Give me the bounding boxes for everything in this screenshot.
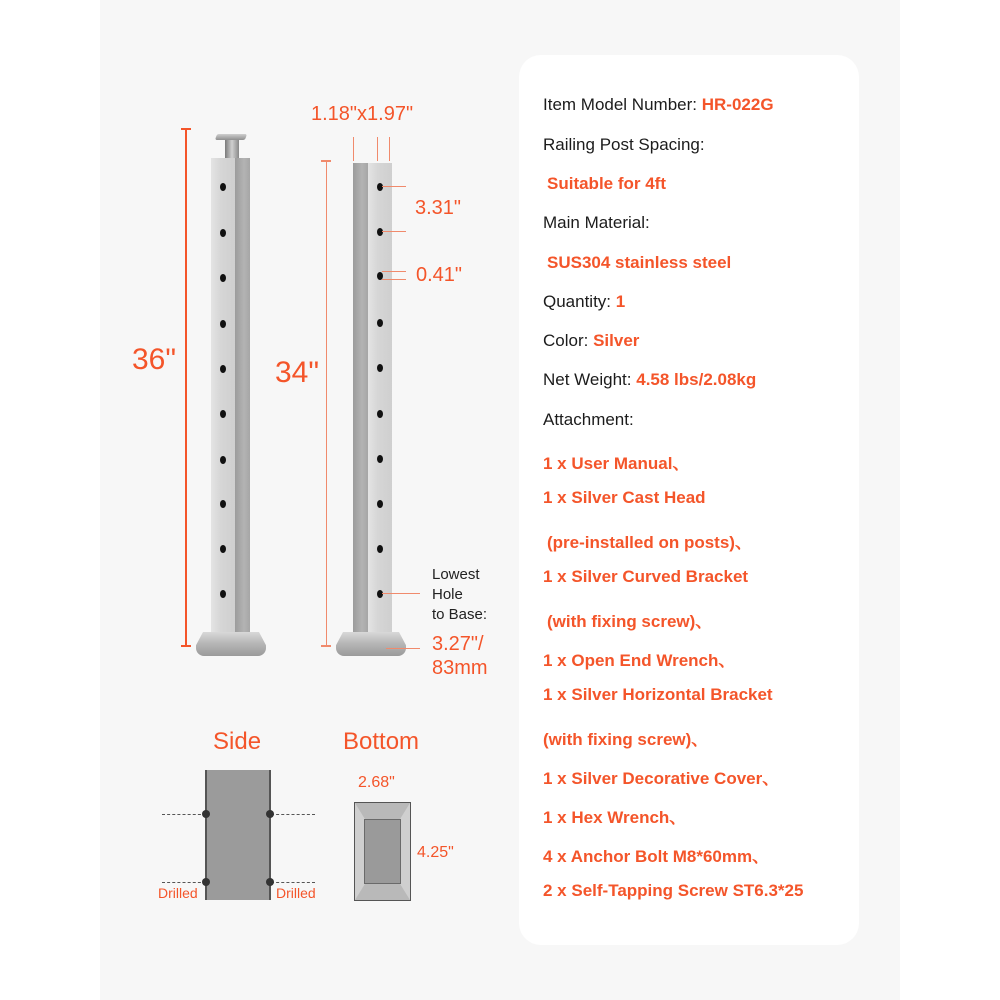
hole xyxy=(220,229,226,237)
cross-tick-2 xyxy=(377,137,378,161)
hole xyxy=(377,319,383,327)
dim-cap-bottom-34 xyxy=(321,645,331,647)
hole-spacing-label: 3.31" xyxy=(415,197,462,219)
note-line: to Base: xyxy=(432,606,488,623)
dash-line xyxy=(271,814,315,815)
cross-tick-1 xyxy=(353,137,354,161)
spec-value: 1 xyxy=(615,292,626,311)
hole xyxy=(377,590,383,598)
bottom-view-title: Bottom xyxy=(343,728,420,755)
full-post xyxy=(211,158,250,636)
dim-cap-bottom xyxy=(181,645,191,647)
attachment-item: 1 x Silver Decorative Cover、 xyxy=(543,769,780,788)
hole xyxy=(220,456,226,464)
base-plate xyxy=(196,632,266,656)
hole xyxy=(220,183,226,191)
lowest-hole-note xyxy=(432,565,487,625)
post-footprint xyxy=(364,819,401,884)
drill-point xyxy=(266,878,274,886)
dash-line xyxy=(271,882,315,883)
hole xyxy=(377,545,383,553)
spec-label: Color: xyxy=(543,331,589,350)
spec-value: Silver xyxy=(593,331,640,350)
spec-label: Attachment: xyxy=(543,410,634,429)
dash-line xyxy=(162,814,206,815)
height-34-label: 34" xyxy=(275,356,320,389)
spec-label: Net Weight: xyxy=(543,370,632,389)
cross-tick-3 xyxy=(389,137,390,161)
profile-post xyxy=(353,163,392,638)
attachment-item: 1 x Hex Wrench、 xyxy=(543,808,687,827)
cast-head-stem xyxy=(225,140,239,158)
spec-spacing-label xyxy=(543,135,705,155)
hole xyxy=(377,228,383,236)
note-line: Lowest xyxy=(432,566,480,583)
base-plate xyxy=(336,632,406,656)
base-plate-outline xyxy=(354,802,411,901)
hole xyxy=(377,183,383,191)
drill-point xyxy=(202,878,210,886)
leader-lowest-hole xyxy=(382,593,420,594)
width-label: 2.68" xyxy=(358,774,395,791)
attachment-item: 1 x Silver Cast Head xyxy=(543,488,706,507)
hole xyxy=(377,364,383,372)
spec-material-label xyxy=(543,213,650,233)
drill-point xyxy=(266,810,274,818)
leader-dia-bottom xyxy=(382,279,406,280)
value-line: 3.27"/ xyxy=(432,633,484,655)
attachment-item: 1 x User Manual、 xyxy=(543,454,690,473)
leader-hole-1 xyxy=(382,186,406,187)
spec-quantity xyxy=(543,292,625,312)
spec-spacing-value: Suitable for 4ft xyxy=(547,174,667,193)
spec-label: Railing Post Spacing: xyxy=(543,135,705,154)
hole xyxy=(377,410,383,418)
height-36-label: 36" xyxy=(132,343,177,376)
spec-card xyxy=(519,55,859,945)
drilled-left-label: Drilled xyxy=(158,885,198,901)
dim-line-36 xyxy=(185,128,187,646)
drill-point xyxy=(202,810,210,818)
hole-diameter-label: 0.41" xyxy=(416,264,463,286)
hole xyxy=(220,500,226,508)
spec-label: Quantity: xyxy=(543,292,612,311)
spec-label: Main Material: xyxy=(543,213,650,232)
length-label: 4.25" xyxy=(417,844,454,861)
attachment-item: (with fixing screw)、 xyxy=(543,730,709,749)
leader-base xyxy=(386,648,420,649)
hole xyxy=(220,365,226,373)
dash-line xyxy=(162,882,206,883)
attachment-item: 2 x Self-Tapping Screw ST6.3*25 xyxy=(543,881,804,900)
spec-value: 4.58 lbs/2.08kg xyxy=(636,370,757,389)
attachment-item: 4 x Anchor Bolt M8*60mm、 xyxy=(543,847,770,866)
dim-line-34 xyxy=(326,160,327,646)
lowest-hole-value xyxy=(432,632,488,680)
drilled-right-label: Drilled xyxy=(276,885,316,901)
note-line: Hole xyxy=(432,586,463,603)
leader-dia-top xyxy=(382,271,406,272)
cross-section-label: 1.18"x1.97" xyxy=(311,103,414,125)
hole xyxy=(220,545,226,553)
leader-hole-2 xyxy=(382,231,406,232)
spec-material-value: SUS304 stainless steel xyxy=(547,253,732,272)
spec-value: HR-022G xyxy=(701,95,774,114)
side-view-title: Side xyxy=(213,728,262,755)
spec-label: Item Model Number: xyxy=(543,95,697,114)
value-line: 83mm xyxy=(432,657,488,679)
attachment-item: (with fixing screw)、 xyxy=(547,612,713,631)
hole xyxy=(377,500,383,508)
hole xyxy=(220,320,226,328)
attachment-item: 1 x Open End Wrench、 xyxy=(543,651,736,670)
attachment-item: 1 x Silver Horizontal Bracket xyxy=(543,685,773,704)
spec-attachment-label xyxy=(543,410,634,430)
spec-weight xyxy=(543,370,756,390)
hole xyxy=(220,590,226,598)
attachment-item: (pre-installed on posts)、 xyxy=(547,533,752,552)
side-profile xyxy=(205,770,271,900)
attachment-item: 1 x Silver Curved Bracket xyxy=(543,567,749,586)
hole xyxy=(220,274,226,282)
spec-model xyxy=(543,95,774,115)
hole xyxy=(220,410,226,418)
spec-color xyxy=(543,331,639,351)
hole xyxy=(377,455,383,463)
